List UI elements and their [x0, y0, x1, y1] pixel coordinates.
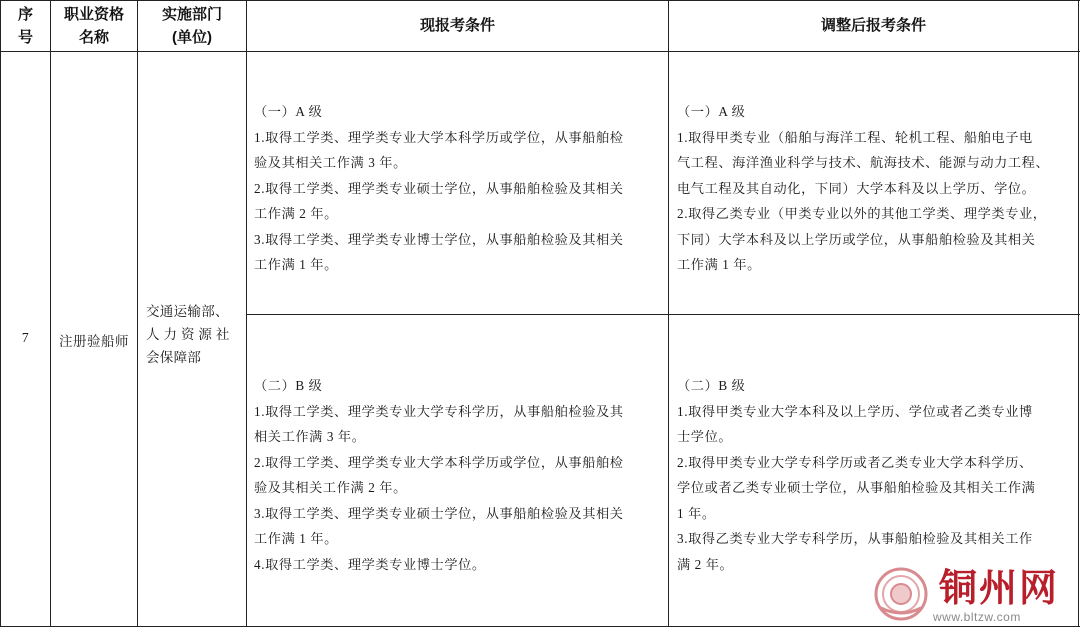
adjusted-level-a	[677, 99, 1076, 278]
adjusted-b-line: 学位或者乙类专业硕士学位，从事船舶检验及其相关工作满	[677, 480, 1036, 495]
current-a-line: （一）A 级	[254, 104, 323, 119]
adjusted-b-line: 士学位。	[677, 429, 733, 444]
current-b-line: 1.取得工学类、理学类专业大学专科学历，从事船舶检验及其	[254, 403, 624, 419]
col-divider-1	[50, 0, 51, 627]
header-current-conditions: 现报考条件	[419, 17, 495, 34]
adjusted-b-line: 满 2 年。	[677, 556, 734, 572]
adjusted-b-line: 2.取得甲类专业大学专科学历或者乙类专业大学本科学历、	[677, 454, 1033, 470]
adjusted-level-b	[677, 373, 1076, 577]
current-b-line: 3.取得工学类、理学类专业硕士学位，从事船舶检验及其相关	[254, 505, 624, 521]
header-seq	[1, 3, 50, 49]
header-qualification-line2: 名称	[78, 29, 109, 46]
col-divider-4	[668, 0, 669, 627]
adjusted-a-line: 2.取得乙类专业（甲类专业以外的其他工学类、理学类专业，	[677, 206, 1047, 221]
department-line: 交通运输部、	[146, 304, 229, 319]
header-seq-line1: 序	[17, 6, 33, 23]
adjusted-a-line: 电气工程及其自动化，下同）大学本科及以上学历、学位。	[677, 180, 1036, 196]
row-department	[146, 300, 242, 369]
header-qualification-line1: 职业资格	[63, 6, 124, 23]
current-b-line: 验及其相关工作满 2 年。	[254, 480, 407, 495]
current-b-line: 2.取得工学类、理学类专业大学本科学历或学位，从事船舶检	[254, 454, 624, 470]
current-a-line: 验及其相关工作满 3 年。	[254, 155, 407, 170]
current-a-line: 2.取得工学类、理学类专业硕士学位，从事船舶检验及其相关	[254, 180, 624, 196]
current-level-b	[254, 373, 666, 577]
header-department-line2: (单位)	[172, 29, 212, 46]
row-qualification: 注册验船师	[59, 334, 129, 349]
current-b-line: （二）B 级	[254, 378, 323, 393]
adjusted-a-line: 1.取得甲类专业（船舶与海洋工程、轮机工程、船舶电子电	[677, 129, 1033, 145]
department-line: 人 力 资 源 社	[146, 327, 230, 342]
current-a-line: 3.取得工学类、理学类专业博士学位，从事船舶检验及其相关	[254, 231, 624, 247]
header-adjusted-conditions: 调整后报考条件	[820, 17, 926, 34]
current-a-line: 工作满 1 年。	[254, 257, 338, 272]
col-divider-2	[137, 0, 138, 627]
header-qualification	[51, 3, 137, 49]
adjusted-a-line: 工作满 1 年。	[677, 257, 761, 272]
current-a-line: 工作满 2 年。	[254, 206, 338, 221]
adjusted-b-line: 3.取得乙类专业大学专科学历，从事船舶检验及其相关工作	[677, 531, 1033, 546]
header-department	[138, 3, 246, 49]
adjusted-a-line: 气工程、海洋渔业科学与技术、航海技术、能源与动力工程、	[677, 155, 1050, 170]
current-b-line: 相关工作满 3 年。	[254, 429, 366, 444]
current-b-line: 工作满 1 年。	[254, 531, 338, 546]
adjusted-b-line: 1.取得甲类专业大学本科及以上学历、学位或者乙类专业博	[677, 403, 1033, 419]
table-border-left	[0, 0, 1, 627]
watermark-url: www.bltzw.com	[933, 610, 1021, 624]
site-watermark	[873, 566, 1073, 630]
level-divider	[246, 314, 1080, 315]
watermark-site-name: 铜州网	[939, 565, 1060, 610]
site-logo-icon	[873, 566, 929, 622]
department-line: 会保障部	[146, 350, 202, 365]
table-border-right	[1078, 0, 1079, 627]
header-seq-line2: 号	[17, 29, 33, 46]
current-level-a	[254, 99, 666, 278]
adjusted-b-line: （二）B 级	[677, 378, 746, 393]
current-b-line: 4.取得工学类、理学类专业博士学位。	[254, 556, 486, 572]
adjusted-a-line: （一）A 级	[677, 104, 746, 119]
header-divider	[0, 51, 1080, 52]
table-border-top	[0, 0, 1080, 1]
current-a-line: 1.取得工学类、理学类专业大学本科学历或学位，从事船舶检	[254, 129, 624, 145]
adjusted-b-line: 1 年。	[677, 505, 716, 521]
header-department-line1: 实施部门	[161, 6, 222, 23]
col-divider-3	[246, 0, 247, 627]
adjusted-a-line: 下同）大学本科及以上学历或学位，从事船舶检验及其相关	[677, 231, 1036, 247]
row-seq: 7	[21, 330, 30, 345]
